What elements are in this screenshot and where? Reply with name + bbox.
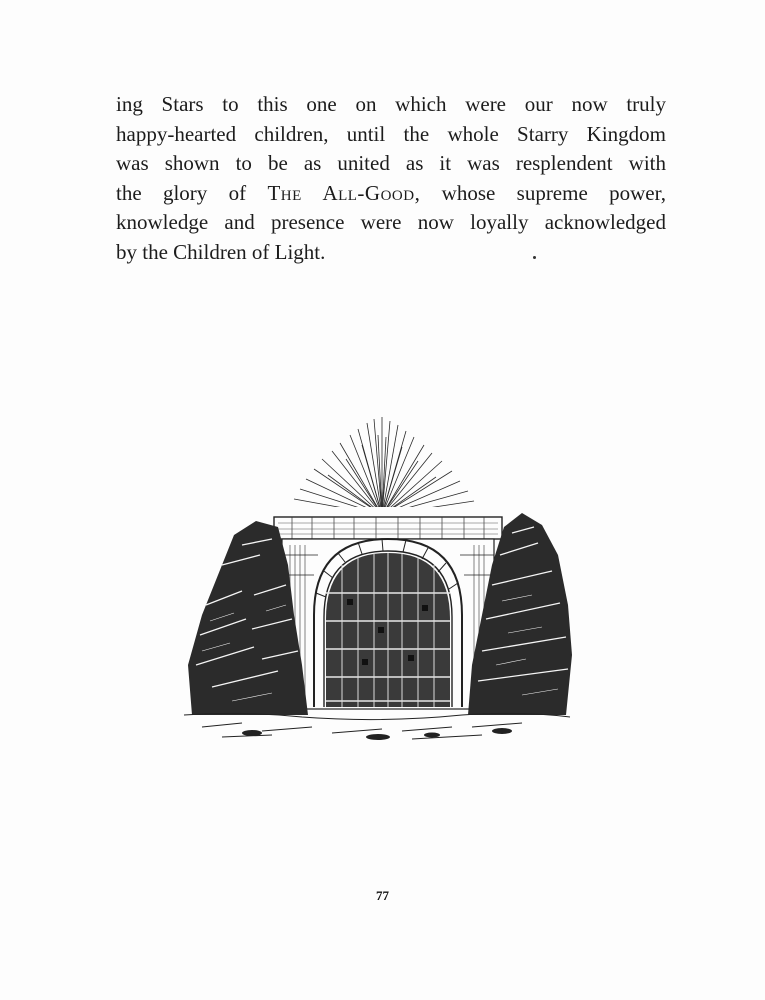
- text-fragment: the glory of: [116, 180, 268, 205]
- text-line: knowledge and presence were now loyally acknowledged: [116, 210, 666, 234]
- text-line: was shown to be as united as it was resplendent with: [116, 151, 666, 175]
- text-line: ing Stars to this one on which were our now truly: [116, 92, 666, 116]
- wooden-gate: [326, 553, 450, 707]
- page-number: 77: [376, 888, 389, 903]
- text-fragment: whose supreme power,: [420, 180, 666, 205]
- text-line: [116, 179, 666, 209]
- gate-illustration: [182, 415, 574, 745]
- body-paragraph: [116, 90, 666, 267]
- light-rays: [294, 417, 474, 515]
- small-caps-name: The All-Good,: [267, 180, 421, 205]
- ink-speck: [533, 256, 536, 259]
- text-line: by the Children of Light.: [116, 239, 326, 264]
- wall-parapet: [274, 517, 502, 539]
- text-line: happy-hearted children, until the whole Starry Kingdom: [116, 121, 666, 146]
